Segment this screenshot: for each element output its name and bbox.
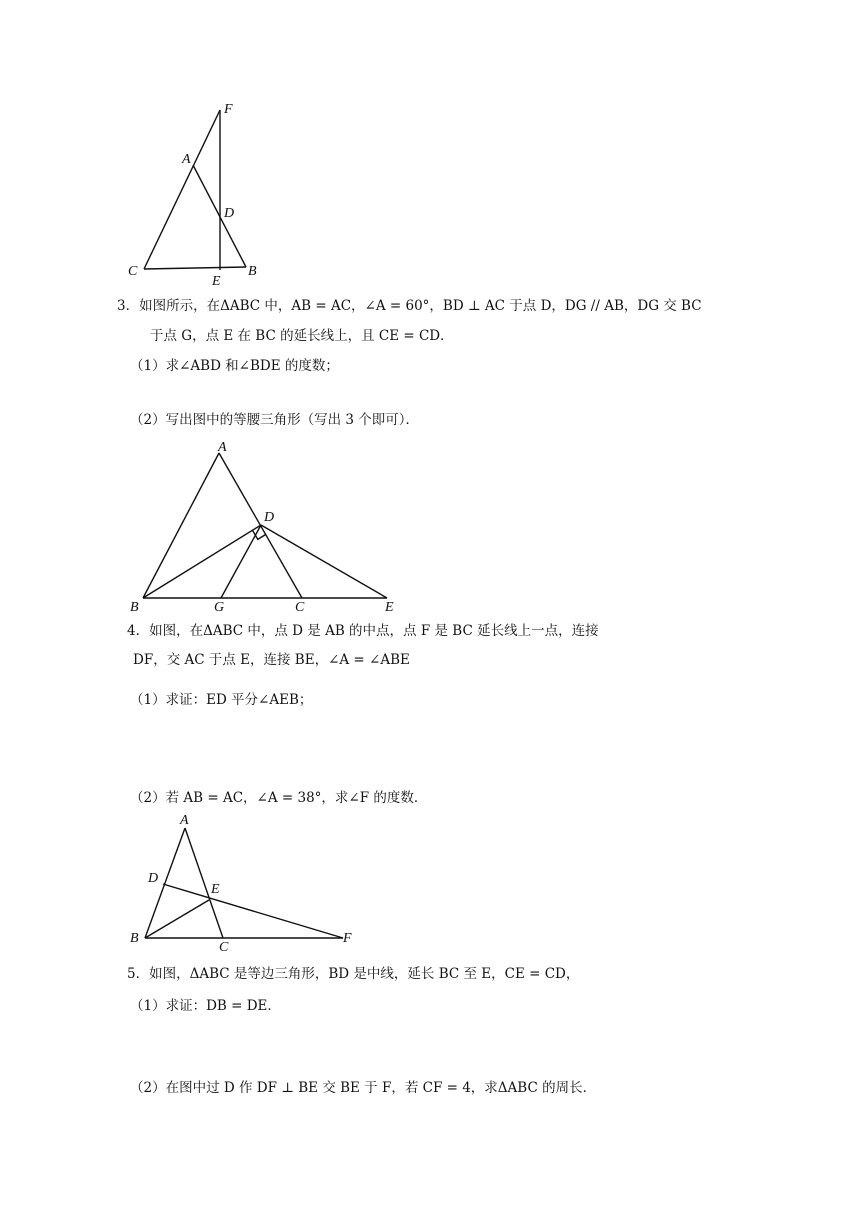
q3-part2: （2）写出图中的等腰三角形（写出 3 个即可）． (130, 412, 420, 428)
segment-de (261, 525, 387, 598)
label-c: C (295, 600, 305, 615)
label-f: F (343, 931, 352, 946)
figure-1 (120, 95, 280, 290)
label-a: A (180, 813, 189, 828)
q4-line2: DF，交 AC 于点 E，连接 BE，∠A = ∠ABE (133, 652, 410, 668)
q4-line1: 4．如图，在ΔABC 中，点 D 是 AB 的中点，点 F 是 BC 延长线上一点，连接 (127, 623, 599, 639)
q3-line2: 于点 G，点 E 在 BC 的延长线上，且 CE = CD． (150, 328, 454, 344)
q5-part1: （1）求证：DB = DE． (130, 998, 281, 1014)
label-f: F (224, 102, 233, 117)
label-b: B (130, 600, 139, 615)
label-g: G (214, 600, 225, 615)
label-b: B (248, 264, 257, 279)
label-a: A (218, 440, 227, 455)
segment-cf (144, 110, 220, 269)
label-e: E (212, 274, 221, 289)
label-d: D (148, 871, 159, 886)
label-e: E (385, 600, 394, 615)
q3-part1: （1）求∠ABD 和∠BDE 的度数； (130, 358, 339, 374)
figure-2 (125, 435, 410, 615)
label-e: E (211, 882, 220, 897)
label-a: A (182, 152, 191, 167)
segment-bd (143, 525, 261, 598)
label-c: C (128, 264, 138, 279)
label-b: B (130, 931, 139, 946)
figure-3 (125, 808, 365, 956)
label-d: D (264, 510, 275, 525)
q4-part1: （1）求证：ED 平分∠AEB； (130, 692, 313, 708)
segment-ab (143, 453, 219, 598)
label-d: D (224, 206, 235, 221)
label-c: C (219, 940, 229, 955)
q4-part2: （2）若 AB = AC，∠A = 38°，求∠F 的度数． (130, 790, 428, 806)
q5-part2: （2）在图中过 D 作 DF ⊥ BE 交 BE 于 F，若 CF = 4，求ΔABC 的周长． (130, 1080, 597, 1096)
segment-be (145, 900, 209, 938)
q5-line1: 5．如图，ΔABC 是等边三角形，BD 是中线，延长 BC 至 E，CE = CD， (127, 966, 580, 982)
q3-line1: 3．如图所示，在ΔABC 中，AB = AC，∠A = 60°，BD ⊥ AC 于点 D，DG // AB，DG 交 BC (117, 298, 702, 314)
segment-cb (144, 267, 246, 269)
